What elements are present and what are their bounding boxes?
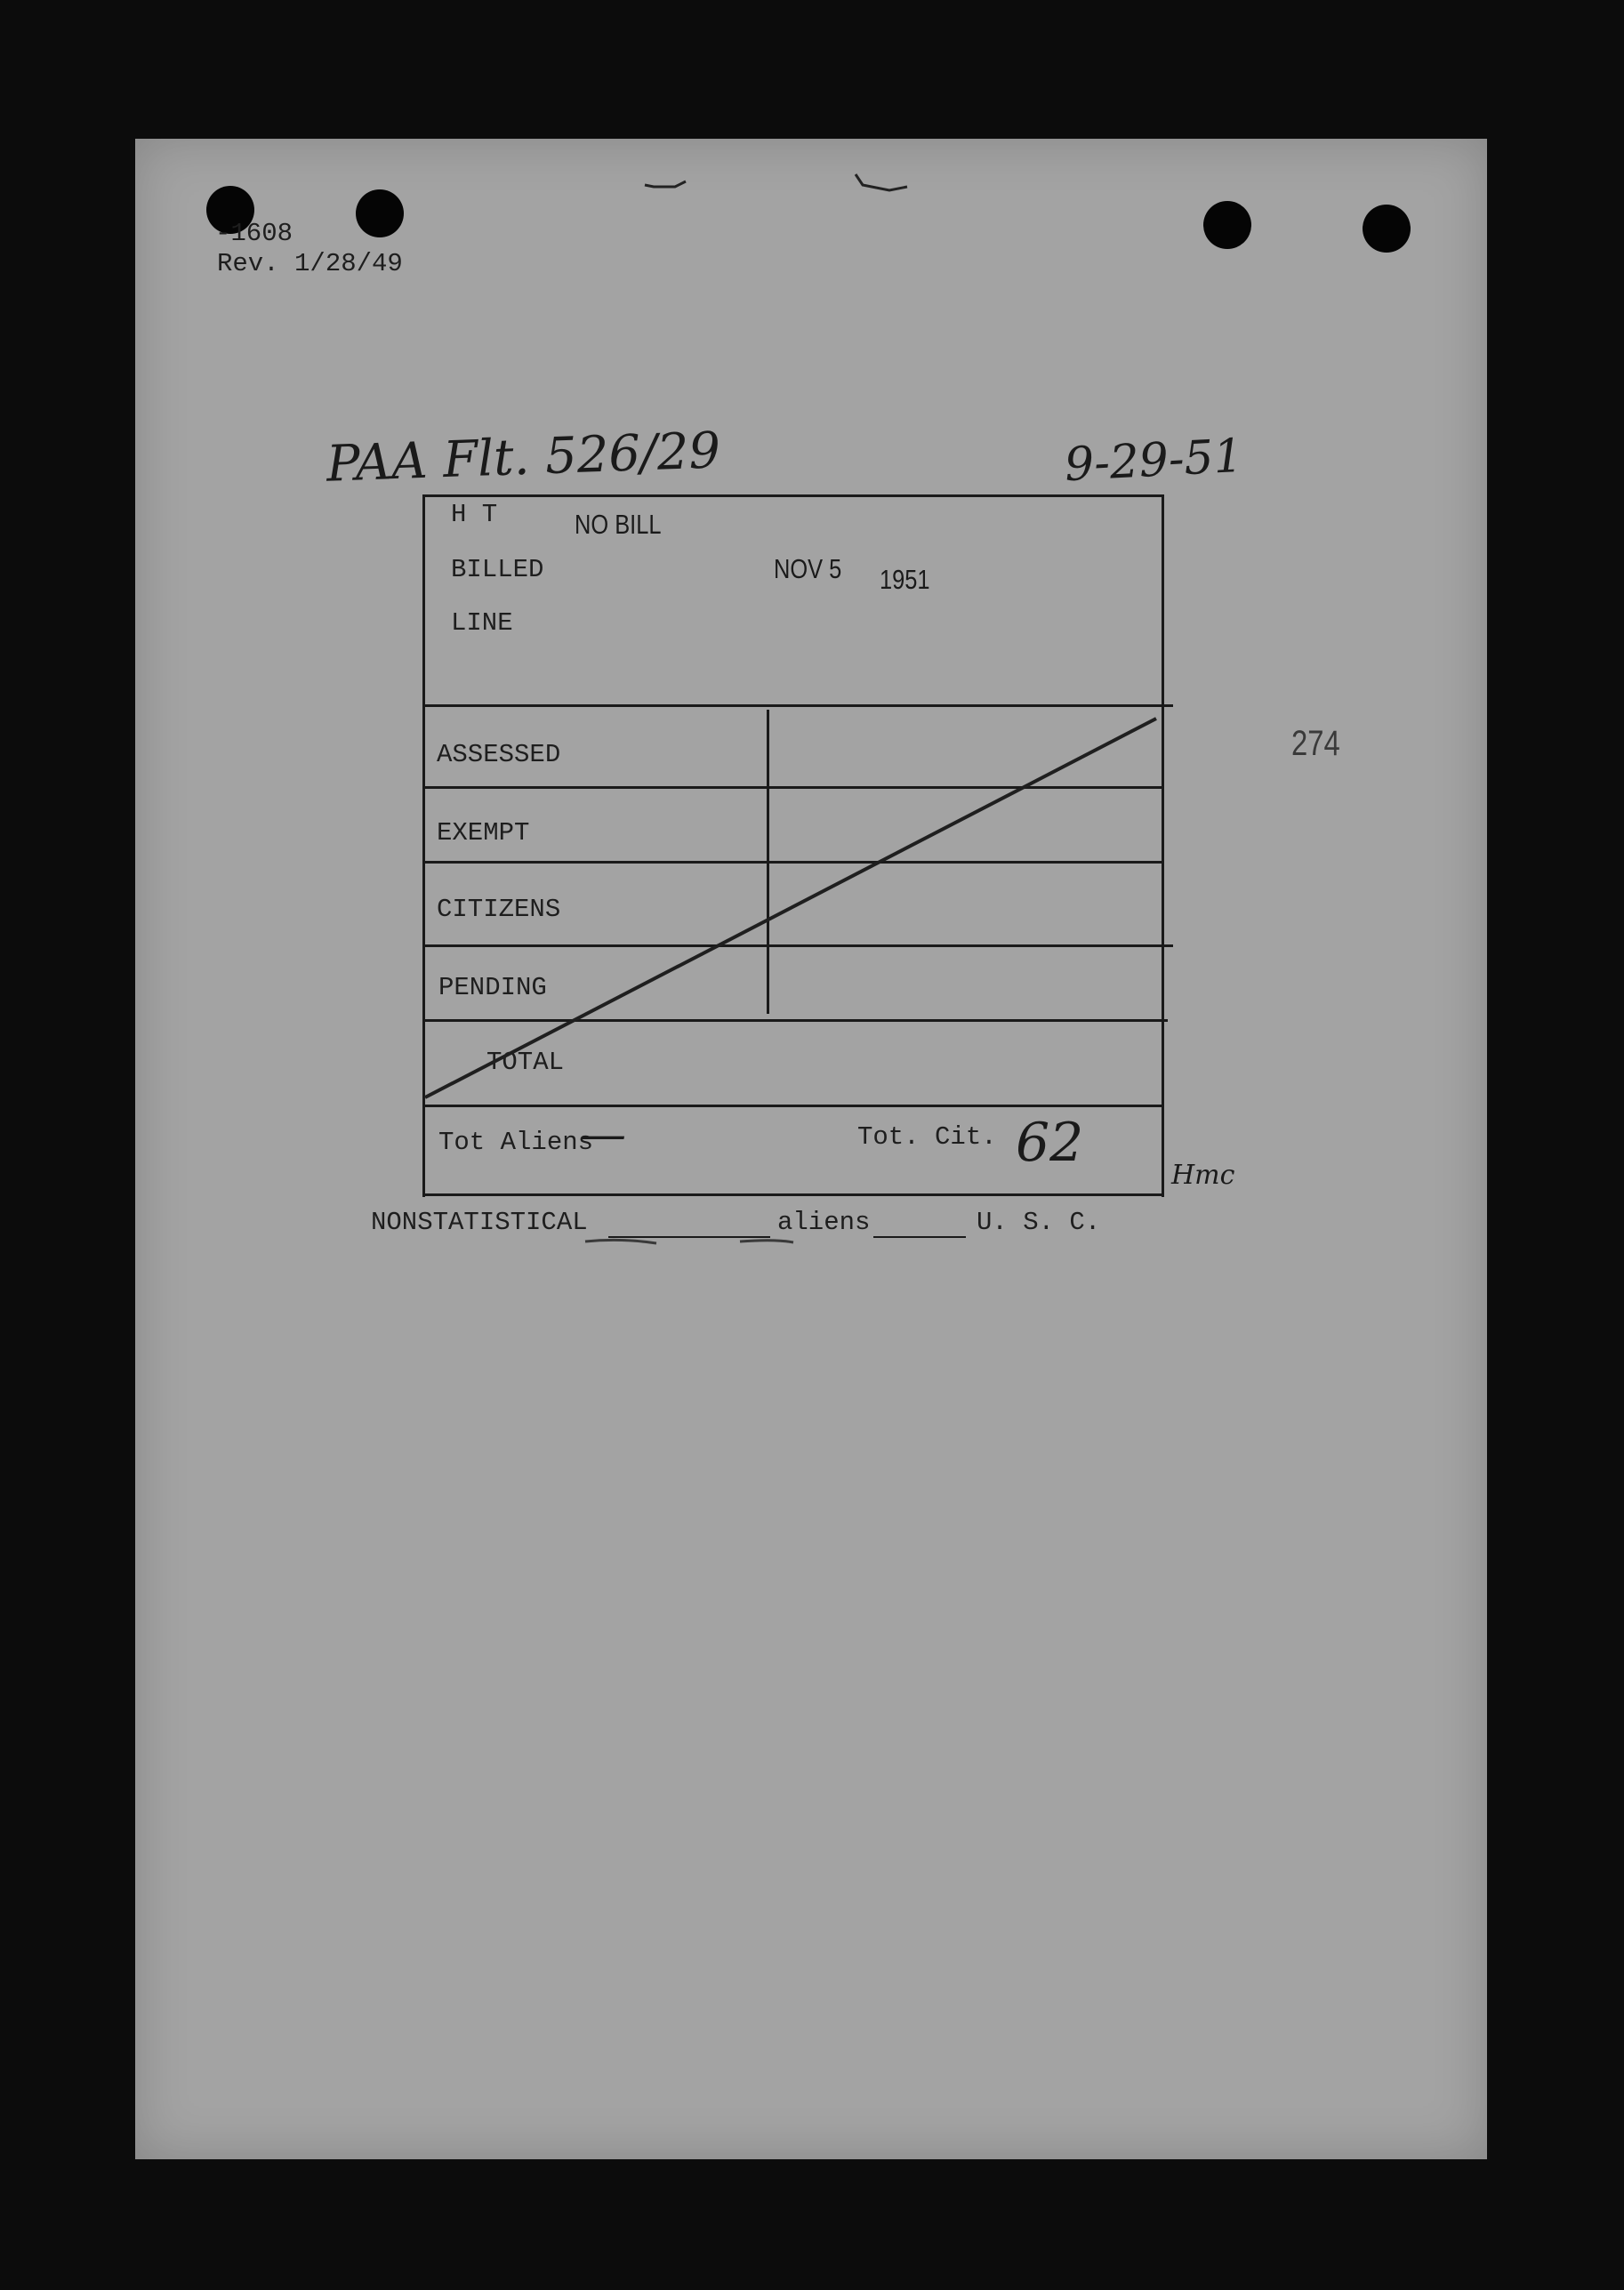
initials: Hmc [1171, 1160, 1235, 1191]
row-label-assessed: ASSESSED [437, 740, 561, 769]
pencil-mark [585, 1240, 656, 1243]
pencil-mark [740, 1241, 793, 1242]
tot-aliens-value: — [580, 1108, 626, 1161]
usc-label: U. S. C. [977, 1208, 1101, 1237]
document-page [135, 139, 1487, 2159]
form-number: -1608 [215, 219, 293, 248]
flight-number: PAA Flt. 526/29 [326, 422, 722, 494]
billed-label: BILLED [451, 555, 544, 584]
aliens-label: aliens [777, 1208, 871, 1237]
side-number: 274 [1291, 724, 1340, 763]
overlay-strokes [135, 139, 1487, 2159]
handwritten-date: 9-29-51 [1063, 429, 1244, 493]
top-mark [645, 181, 686, 187]
tot-cit-value: 62 [1016, 1112, 1084, 1174]
no-bill-stamp: NO BILL [575, 509, 662, 540]
row-label-exempt: EXEMPT [437, 818, 530, 848]
row-label-citizens: CITIZENS [437, 895, 561, 924]
tot-cit-label: Tot. Cit. [857, 1122, 997, 1152]
stamp-date: NOV 5 [774, 553, 842, 584]
line-label: LINE [451, 608, 513, 638]
diagonal-strike-line [425, 719, 1156, 1097]
ht-label: H T [451, 500, 498, 529]
nonstatistical-label: NONSTATISTICAL [371, 1208, 588, 1237]
tot-aliens-label: Tot Aliens [438, 1128, 594, 1157]
row-label-pending: PENDING [438, 973, 547, 1002]
top-mark [856, 174, 907, 190]
stamp-year: 1951 [880, 564, 930, 595]
form-revision: Rev. 1/28/49 [217, 249, 403, 278]
total-label: TOTAL [486, 1048, 565, 1077]
